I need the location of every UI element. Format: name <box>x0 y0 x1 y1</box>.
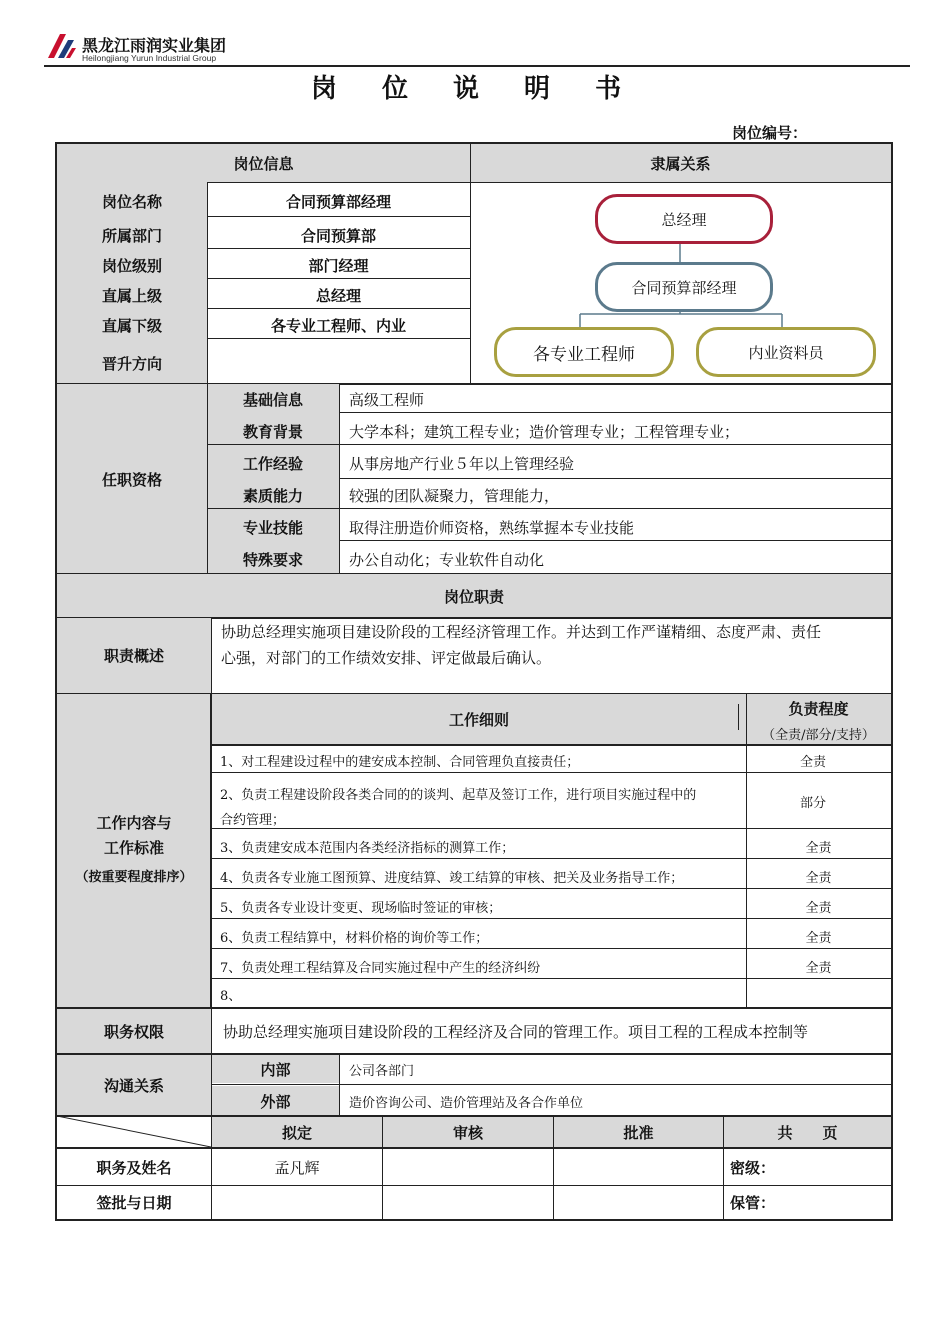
degree-header: 负责程度 <box>788 700 849 718</box>
authority-label: 职务权限 <box>57 1009 211 1054</box>
qual-section-label: 任职资格 <box>101 470 162 489</box>
authority-value: 协助总经理实施项目建设阶段的工程经济及合同的管理工作。项目工程的工程成本控制等 <box>223 1023 809 1041</box>
comm-external-label: 外部 <box>212 1086 339 1116</box>
work-content-label-3: （按重要程度排序） <box>75 870 193 885</box>
duty-item-3: 3、负责建安成本范围内各类经济指标的测算工作； <box>220 840 515 856</box>
sign-keep-label: 保管： <box>730 1194 776 1212</box>
org-node-engineers: 各专业工程师 <box>494 327 674 377</box>
post-number-label: 岗位编号： <box>732 124 808 142</box>
job-description-table <box>55 142 893 1221</box>
duty-item-6: 6、负责工程结算中，材料价格的询价等工作； <box>220 930 489 946</box>
info-label-level: 岗位级别 <box>101 256 162 275</box>
duty-item-8: 8、 <box>220 988 242 1004</box>
duty-item-4: 4、负责各专业施工图预算、进度结算、竣工结算的审核、把关及业务指导工作； <box>220 870 684 886</box>
duty-summary-label: 职责概述 <box>57 618 211 693</box>
duty-item-2-cont: 合约管理； <box>220 813 286 828</box>
duty-degree-4: 全责 <box>805 870 832 886</box>
info-label-superior: 直属上级 <box>101 286 162 305</box>
qual-value-ability: 较强的团队凝聚力，管理能力， <box>349 486 560 505</box>
duty-summary-line2: 心强，对部门的工作绩效安排、评定做最后确认。 <box>221 649 552 667</box>
duties-section-header: 岗位职责 <box>57 574 891 618</box>
duty-item-2: 2、负责工程建设阶段各类合同的的谈判、起草及签订工作，进行项目实施过程中的 <box>220 788 697 803</box>
qual-label-special: 特殊要求 <box>242 550 303 569</box>
info-value-name: 合同预算部经理 <box>285 192 391 211</box>
header-rule <box>44 65 910 67</box>
duty-degree-3: 全责 <box>805 840 832 856</box>
qual-value-special: 办公自动化；专业软件自动化 <box>349 550 545 569</box>
detail-header: 工作细则 <box>212 694 746 744</box>
info-value-dept: 合同预算部 <box>300 226 376 245</box>
info-label-promotion: 晋升方向 <box>101 354 162 373</box>
sign-diagonal-cell <box>57 1116 211 1147</box>
comm-external-value: 造价咨询公司、造价管理站及各合作单位 <box>349 1095 584 1111</box>
info-label-dept: 所属部门 <box>101 226 162 245</box>
duty-degree-2: 部分 <box>799 795 826 811</box>
duty-degree-1: 全责 <box>799 754 826 770</box>
qual-label-education: 教育背景 <box>242 422 303 441</box>
qual-value-education: 大学本科；建筑工程专业；造价管理专业；工程管理专业； <box>349 422 740 441</box>
info-label-subordinate: 直属下级 <box>101 316 162 335</box>
duty-item-1: 1、对工程建设过程中的建安成本控制、合同管理负直接责任； <box>220 754 580 770</box>
info-value-promotion <box>207 348 470 378</box>
info-section-header: 岗位信息 <box>57 144 470 182</box>
sign-approve-header: 批准 <box>554 1117 723 1147</box>
info-label-name: 岗位名称 <box>101 192 162 211</box>
info-value-level: 部门经理 <box>308 256 369 275</box>
duty-degree-5: 全责 <box>805 900 832 916</box>
company-name-cn: 黑龙江雨润实业集团 <box>82 36 227 55</box>
qual-value-skill: 取得注册造价师资格，熟练掌握本专业技能 <box>349 518 635 537</box>
sign-draft-name: 孟凡辉 <box>274 1158 320 1177</box>
comm-label: 沟通关系 <box>57 1055 211 1116</box>
org-node-document-clerk: 内业资料员 <box>696 327 876 377</box>
qual-value-basic: 高级工程师 <box>349 390 425 409</box>
relation-section-header: 隶属关系 <box>470 144 891 182</box>
info-value-superior: 总经理 <box>315 286 361 305</box>
sign-review-header: 审核 <box>383 1117 553 1147</box>
duty-degree-7: 全责 <box>805 960 832 976</box>
company-logo <box>46 32 78 60</box>
qual-value-experience: 从事房地产行业５年以上管理经验 <box>349 454 575 473</box>
comm-internal-value: 公司各部门 <box>349 1063 415 1079</box>
sign-pages-header: 共 页 <box>724 1117 891 1147</box>
sign-secret-label: 密级： <box>730 1158 776 1177</box>
comm-internal-label: 内部 <box>212 1055 339 1083</box>
sign-name-label: 职务及姓名 <box>96 1158 172 1177</box>
sign-date-label: 签批与日期 <box>96 1194 172 1212</box>
company-name-en: Heilongjiang Yurun Industrial Group <box>82 53 217 63</box>
duty-item-7: 7、负责处理工程结算及合同实施过程中产生的经济纠纷 <box>220 960 541 976</box>
work-content-label-1: 工作内容与 <box>96 814 172 832</box>
org-node-general-manager: 总经理 <box>595 194 773 244</box>
qual-label-skill: 专业技能 <box>242 518 303 537</box>
org-node-contract-manager: 合同预算部经理 <box>595 262 773 312</box>
duty-degree-8 <box>746 982 891 1006</box>
info-value-subordinate: 各专业工程师、内业 <box>270 316 406 335</box>
qual-label-basic: 基础信息 <box>242 390 303 409</box>
duty-summary-line1: 协助总经理实施项目建设阶段的工程经济管理工作。并达到工作严谨精细、态度严肃、责任 <box>221 623 822 641</box>
duty-item-5: 5、负责各专业设计变更、现场临时签证的审核； <box>220 900 502 916</box>
sign-draft-header: 拟定 <box>212 1117 382 1147</box>
duty-degree-6: 全责 <box>805 930 832 946</box>
qual-label-experience: 工作经验 <box>242 454 303 473</box>
degree-header-sub: （全责/部分/支持） <box>762 728 875 743</box>
work-content-label-2: 工作标准 <box>103 839 164 857</box>
document-title: 岗 位 说 明 书 <box>310 74 640 104</box>
qual-label-ability: 素质能力 <box>242 486 303 505</box>
